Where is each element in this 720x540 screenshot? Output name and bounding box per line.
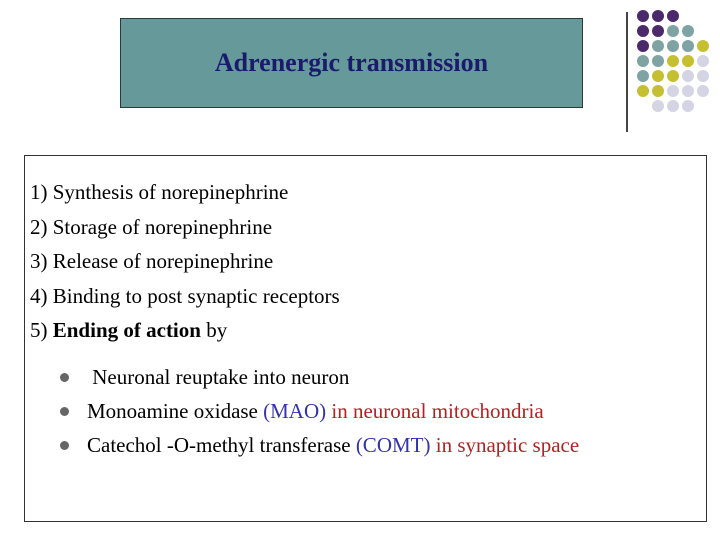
decorative-dot	[652, 85, 664, 97]
list-item	[30, 244, 340, 279]
slide-title: Adrenergic transmission	[214, 48, 489, 77]
decorative-dot	[637, 55, 649, 67]
list-item	[30, 175, 340, 210]
decorative-dot	[667, 25, 679, 37]
item-text: Storage of norepinephrine	[52, 214, 273, 239]
decorative-dot	[637, 25, 649, 37]
decorative-dot	[637, 85, 649, 97]
bullet-item	[60, 394, 579, 428]
decorative-dot	[697, 55, 709, 67]
decorative-dot	[637, 10, 649, 22]
item-text: Binding to post synaptic receptors	[52, 283, 340, 308]
decorative-divider	[626, 12, 628, 132]
bullet-location: in synaptic space	[430, 433, 580, 457]
item-text: Synthesis of norepinephrine	[52, 180, 289, 204]
decorative-dot	[682, 85, 694, 97]
item-bold-text: Ending of action	[52, 318, 201, 342]
decorative-dot	[637, 70, 649, 82]
decorative-dot	[652, 55, 664, 67]
decorative-dot-grid	[637, 10, 720, 120]
bullet-text: Catechol -O-methyl transferase	[87, 433, 356, 457]
decorative-dot	[667, 100, 679, 112]
decorative-dot	[682, 55, 694, 67]
decorative-dot	[697, 70, 709, 82]
bullet-icon	[60, 407, 69, 416]
decorative-dot	[667, 10, 679, 22]
decorative-dot	[652, 100, 664, 112]
numbered-list	[30, 175, 340, 348]
bullet-text: Neuronal reuptake into neuron	[87, 365, 350, 389]
item-text: by	[206, 318, 228, 342]
decorative-dot	[667, 85, 679, 97]
item-number: 5)	[30, 318, 48, 342]
bullet-list	[60, 360, 579, 462]
decorative-dot	[652, 40, 664, 52]
item-text: Release of norepinephrine	[52, 249, 274, 273]
bullet-icon	[60, 441, 69, 450]
decorative-dot	[682, 25, 694, 37]
decorative-dot	[682, 70, 694, 82]
decorative-dot	[697, 40, 709, 52]
bullet-icon	[60, 373, 69, 382]
decorative-dot	[652, 10, 664, 22]
decorative-dot	[637, 40, 649, 52]
item-number: 4)	[30, 283, 48, 308]
decorative-dot	[652, 25, 664, 37]
bullet-abbr: (COMT)	[355, 433, 431, 457]
item-number: 3)	[30, 249, 48, 273]
bullet-abbr: (MAO)	[263, 399, 327, 423]
bullet-location: in neuronal mitochondria	[326, 399, 544, 423]
decorative-dot	[652, 70, 664, 82]
bullet-item	[60, 428, 579, 462]
decorative-dot	[682, 100, 694, 112]
decorative-dot	[682, 40, 694, 52]
title-banner	[120, 18, 583, 108]
decorative-dot	[667, 55, 679, 67]
bullet-item	[60, 360, 579, 394]
list-item	[30, 210, 340, 245]
list-item	[30, 313, 340, 348]
item-number: 2)	[30, 214, 48, 239]
bullet-text: Monoamine oxidase	[87, 399, 264, 423]
decorative-dot	[667, 40, 679, 52]
decorative-dot	[697, 85, 709, 97]
item-number: 1)	[30, 180, 48, 204]
list-item	[30, 279, 340, 314]
decorative-dot	[667, 70, 679, 82]
